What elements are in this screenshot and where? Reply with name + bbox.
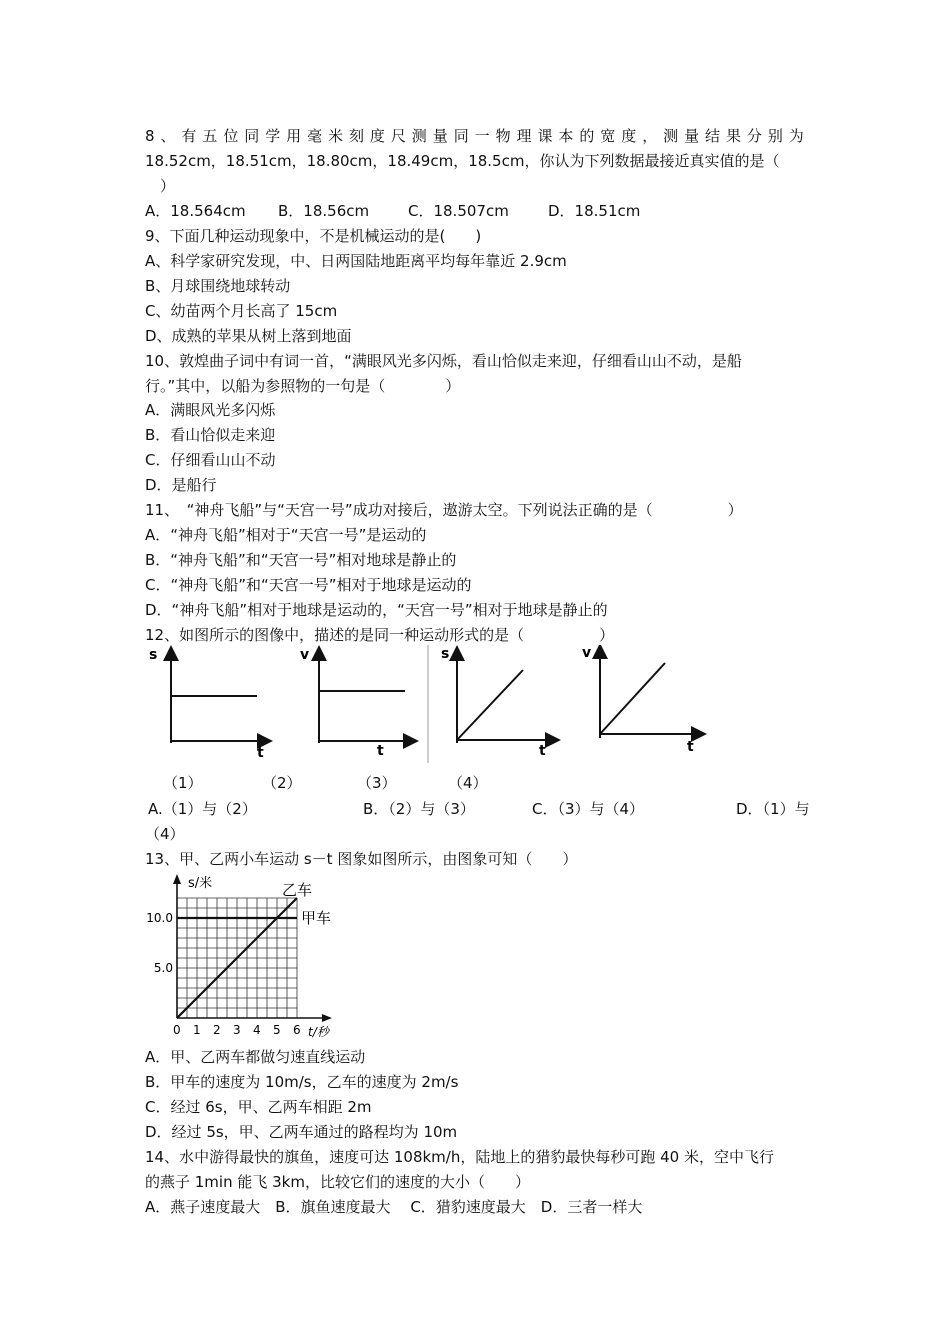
graph-line [457,670,523,740]
q13-option-b: B．甲车的速度为 10m/s，乙车的速度为 2m/s [145,1073,459,1091]
x-tick-label: 0 [173,1023,181,1037]
q11-option-b: B．“神舟飞船”和“天宫一号”相对地球是静止的 [145,551,457,569]
x-tick-label: 1 [193,1023,201,1037]
q10-option-c: C．仔细看山山不动 [145,451,276,469]
q11-option-d: D．“神舟飞船”相对于地球是运动的，“天宫一号”相对于地球是静止的 [145,601,608,619]
series-label-1: 甲车 [301,909,332,927]
q12-caption-2: （2） [262,774,302,792]
q8-stem-line2: 18.52cm，18.51cm，18.80cm，18.49cm，18.5cm，你认为下列数据最接近真实值的是（ [145,152,780,170]
q11-stem: 11、 “神舟飞船”与“天宫一号”成功对接后，遨游太空。下列说法正确的是（ ） [145,501,743,519]
series-label-2: 乙车 [282,881,313,899]
q13-option-c: C．经过 6s，甲、乙两车相距 2m [145,1098,372,1116]
q9-option-c: C、幼苗两个月长高了 15cm [145,302,338,320]
q8-stem-line1: 8、有五位同学用毫米刻度尺测量同一物理课本的宽度，测量结果分别为 [145,127,806,145]
q12-caption-3: （3） [357,774,397,792]
y-axis-label: s [149,647,158,663]
y-tick-label: 10.0 [146,911,173,925]
q12-motion-graphs-figure [145,645,710,770]
q12-graph-2 [300,647,411,759]
q12-caption-1: （1） [163,774,203,792]
q13-option-d: D．经过 5s，甲、乙两车通过的路程均为 10m [145,1123,458,1141]
q11-option-c: C．“神舟飞船”和“天宫一号”相对于地球是运动的 [145,576,472,594]
y-axis-label: s [441,646,450,662]
x-tick-label: 3 [233,1023,241,1037]
q8-stem-line3: ） [160,177,176,195]
q10-option-b: B．看山恰似走来迎 [145,426,276,444]
q12-option-d-wrap: （4） [145,825,185,843]
q8-option-c: C．18.507cm [408,202,509,220]
chart-y-axis-arrow [173,874,181,884]
q13-option-a: A．甲、乙两车都做匀速直线运动 [145,1048,366,1066]
q12-option-c: C．（3）与（4） [532,800,645,818]
x-axis-label: t [539,743,546,759]
y-axis-label: v [582,645,592,661]
x-tick-label: 4 [253,1023,261,1037]
q11-option-a: A．“神舟飞船”相对于“天宫一号”是运动的 [145,526,427,544]
q12-option-a: A.（1）与（2） [148,800,257,818]
q12-stem: 12、如图所示的图像中，描述的是同一种运动形式的是（ ） [145,626,615,644]
chart-y-label: s/米 [188,876,213,891]
q12-caption-4: （4） [448,774,488,792]
q10-option-d: D．是船行 [145,476,217,494]
x-axis-label: t [377,743,384,759]
q12-option-d: D．（1）与 [736,800,810,818]
q9-option-b: B、月球围绕地球转动 [145,277,291,295]
y-tick-label: 5.0 [153,961,173,975]
x-tick-label: 2 [213,1023,221,1037]
q8-option-d: D．18.51cm [548,202,641,220]
chart-x-axis-arrow [322,1014,332,1022]
q9-option-a: A、科学家研究发现，中、日两国陆地距离平均每年靠近 2.9cm [145,252,567,270]
q14-stem-line2: 的燕子 1min 能飞 3km，比较它们的速度的大小（ ） [145,1173,530,1191]
q13-stem: 13、甲、乙两小车运动 s－t 图象如图所示，由图象可知（ ） [145,850,578,868]
q14-options: A．燕子速度最大 B．旗鱼速度最大 C．猎豹速度最大 D．三者一样大 [145,1198,643,1216]
x-tick-label: 5 [273,1023,281,1037]
q10-stem-line1: 10、敦煌曲子词中有词一首，“满眼风光多闪烁，看山恰似走来迎，仔细看山山不动，是船 [145,352,742,370]
q14-stem-line1: 14、水中游得最快的旗鱼，速度可达 108km/h，陆地上的猎豹最快每秒可跑 40 米，空中飞行 [145,1148,774,1166]
q10-stem-line2: 行。”其中，以船为参照物的一句是（ ） [145,377,461,395]
q8-option-b: B．18.56cm [278,202,370,220]
x-axis-label: t [687,739,694,755]
graph-line [600,663,665,734]
q12-graph-4 [582,645,699,755]
q12-graph-1 [149,647,265,761]
y-axis-label: v [300,647,310,663]
q9-stem: 9、下面几种运动现象中，不是机械运动的是( ) [145,227,482,245]
chart-x-label: t/秒 [308,1025,329,1039]
q8-option-a: A．18.564cm [145,202,246,220]
q12-option-b: B．（2）与（3） [363,800,475,818]
x-tick-label: 6 [293,1023,301,1037]
x-axis-label: t [257,745,264,761]
q12-graph-3 [441,646,553,759]
q13-st-chart [140,868,340,1043]
q9-option-d: D、成熟的苹果从树上落到地面 [145,327,352,345]
q10-option-a: A．满眼风光多闪烁 [145,401,276,419]
